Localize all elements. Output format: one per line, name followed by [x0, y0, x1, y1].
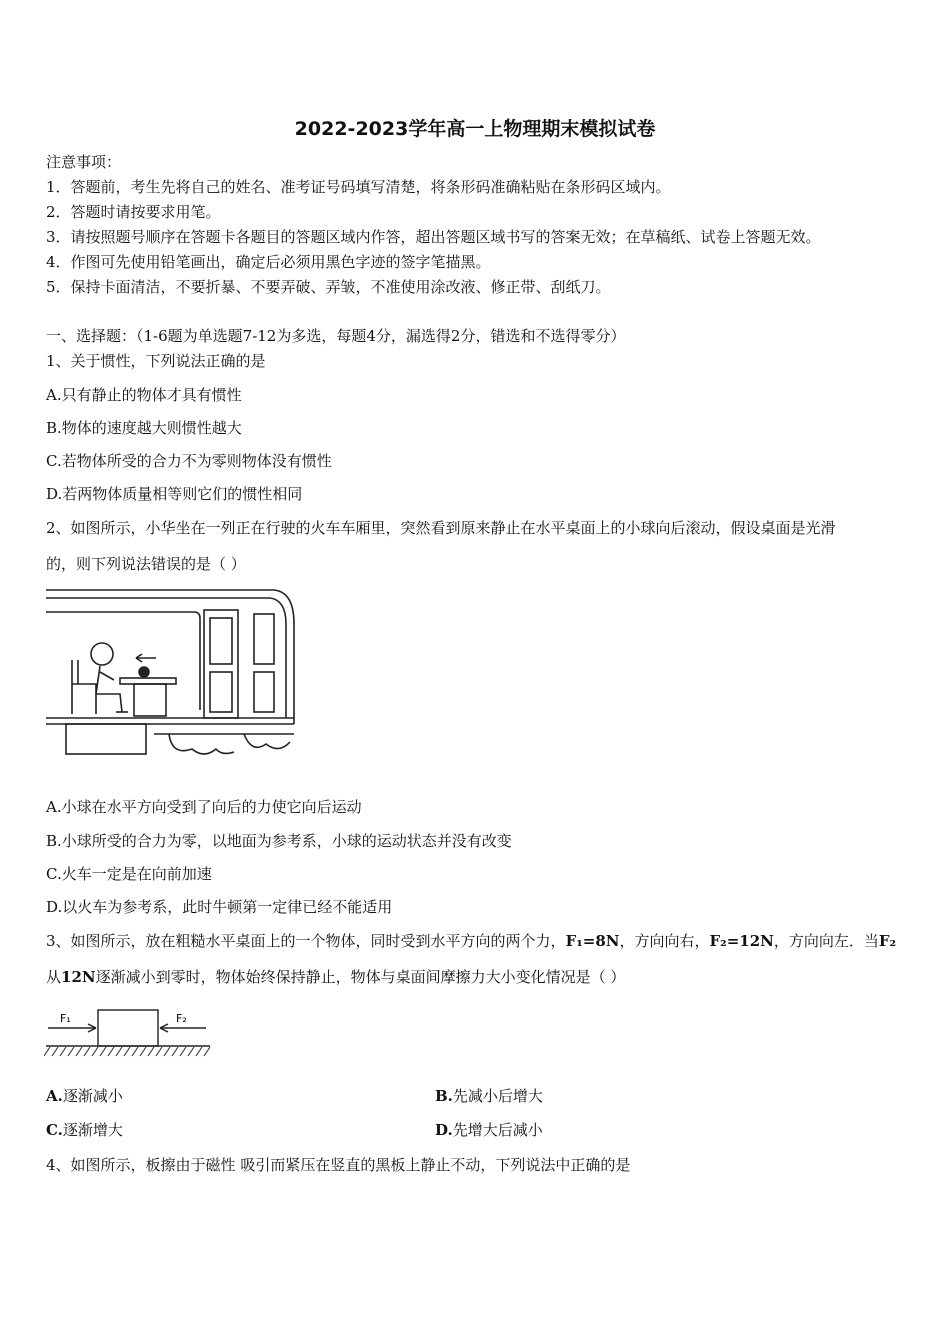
- q3-stem-line1: [46, 931, 896, 951]
- notice-item-5: 5．保持卡面清洁，不要折暴、不要弄破、弄皱，不准使用涂改液、修正带、刮纸刀。: [46, 278, 611, 296]
- q3-c-key: C.: [46, 1121, 63, 1139]
- q3-f1: F₁=8N: [565, 932, 620, 950]
- q3-mid2: ，方向向左．当: [773, 932, 879, 950]
- q1-option-c: C.若物体所受的合力不为零则物体没有惯性: [46, 452, 332, 470]
- q3-stem2-pre: 从: [46, 968, 62, 986]
- q3-stem2-post: 逐渐减小到零时，物体始终保持静止，物体与桌面间摩擦力大小变化情况是（ ）: [95, 968, 626, 986]
- q4-stem: 4、如图所示，板擦由于磁性 吸引而紧压在竖直的黑板上静止不动，下列说法中正确的是: [46, 1156, 631, 1174]
- q1-option-b: B.物体的速度越大则惯性越大: [46, 419, 242, 437]
- fig-label-f2: F₂: [176, 1012, 187, 1025]
- q3-option-c: [46, 1120, 123, 1140]
- notice-item-1: 1．答题前，考生先将自己的姓名、准考证号码填写清楚，将条形码准确粘贴在条形码区域内。: [46, 178, 671, 196]
- q2-stem-line2: 的，则下列说法错误的是（ ）: [46, 555, 246, 573]
- q1-option-a: A.只有静止的物体才具有惯性: [46, 386, 242, 404]
- notice-item-2: 2．答题时请按要求用笔。: [46, 203, 221, 221]
- q3-mid1: ，方向向右，: [619, 932, 710, 950]
- q3-option-b: [435, 1086, 543, 1106]
- q3-n12: 12N: [61, 968, 96, 986]
- q3-c-text: 逐渐增大: [62, 1121, 123, 1139]
- q2-stem-line1: 2、如图所示，小华坐在一列正在行驶的火车车厢里，突然看到原来静止在水平桌面上的小球向后滚动，假设桌面是光滑: [46, 519, 836, 537]
- section-heading: 一、选择题：（1-6题为单选题7-12为多选，每题4分，漏选得2分，错选和不选得零分）: [46, 327, 626, 345]
- notice-item-3: 3．请按照题号顺序在答题卡各题目的答题区域内作答，超出答题区域书写的答案无效；在草稿纸、试卷上答题无效。: [46, 228, 821, 246]
- force-figure: [44, 1006, 214, 1062]
- page-title: 2022-2023学年高一上物理期末模拟试卷: [294, 118, 656, 140]
- q3-a-key: A.: [46, 1087, 63, 1105]
- q3-stem-line2: [46, 967, 625, 987]
- q2-option-b: B.小球所受的合力为零，以地面为参考系，小球的运动状态并没有改变: [46, 832, 512, 850]
- notice-item-4: 4．作图可先使用铅笔画出，确定后必须用黑色字迹的签字笔描黑。: [46, 253, 491, 271]
- q3-d-text: 先增大后减小: [452, 1121, 543, 1139]
- train-figure: [44, 584, 298, 768]
- q3-option-a: [46, 1086, 123, 1106]
- q2-option-d: D.以火车为参考系，此时牛顿第一定律已经不能适用: [46, 898, 393, 916]
- q1-option-d: D.若两物体质量相等则它们的惯性相同: [46, 485, 303, 503]
- notice-heading: 注意事项：: [46, 153, 122, 171]
- q3-a-text: 逐渐减小: [62, 1087, 123, 1105]
- q1-stem: 1、关于惯性，下列说法正确的是: [46, 352, 266, 370]
- q3-d-key: D.: [435, 1121, 453, 1139]
- q2-option-a: A.小球在水平方向受到了向后的力使它向后运动: [46, 798, 362, 816]
- q2-option-c: C.火车一定是在向前加速: [46, 865, 212, 883]
- q3-f2b: F₂: [878, 932, 897, 950]
- q3-f2: F₂=12N: [709, 932, 774, 950]
- fig-label-f1: F₁: [60, 1012, 71, 1025]
- q3-b-key: B.: [435, 1087, 453, 1105]
- q3-option-d: [435, 1120, 543, 1140]
- q3-stem-pre: 3、如图所示，放在粗糙水平桌面上的一个物体，同时受到水平方向的两个力，: [46, 932, 566, 950]
- q3-b-text: 先减小后增大: [452, 1087, 543, 1105]
